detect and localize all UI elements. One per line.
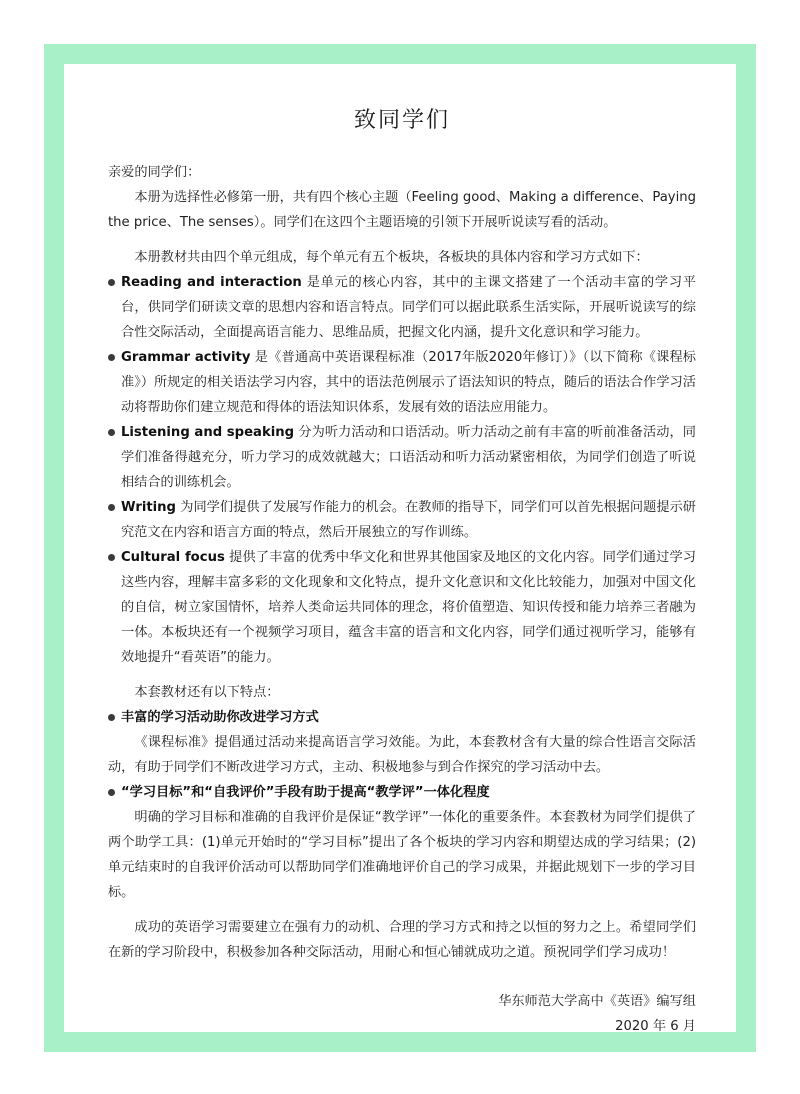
bullet-icon: [108, 279, 115, 286]
section-item: [108, 495, 696, 545]
structure-intro: 本册教材共由四个单元组成，每个单元有五个板块，各板块的具体内容和学习方式如下：: [134, 250, 649, 265]
feature-list: [108, 705, 696, 730]
signature-date: 2020 年 6 月: [615, 1019, 696, 1034]
section-text: 提供了丰富的优秀中华文化和世界其他国家及地区的文化内容。同学们通过学习这些内容，理解丰富多彩的文化现象和文化特点，提升文化意识和文化比较能力，加强对中国文化的自信，树立家国情怀，培养人类命运共同体的理念，将价值塑造、知识传授和能力培养三者融为一体。本板块还有一个视频学习项目，蕴含丰富的语言和文化内容，同学们通过视听学习，能够有效地提升“看英语”的能力。: [121, 550, 696, 665]
greeting: 亲爱的同学们：: [108, 165, 201, 180]
section-list: [108, 270, 696, 670]
page-title: 致同学们: [353, 108, 450, 133]
feature-heading: “学习目标”和“自我评价”手段有助于提高“教学评”一体化程度: [121, 785, 490, 800]
features-intro: 本套教材还有以下特点：: [134, 685, 280, 700]
closing-paragraph: 成功的英语学习需要建立在强有力的动机、合理的学习方式和持之以恒的努力之上。希望同学们在新的学习阶段中，积极参加各种交际活动，用耐心和恒心铺就成功之道。预祝同学们学习成功！: [108, 920, 696, 960]
section-term: Listening and speaking: [121, 425, 295, 440]
section-term: Reading and interaction: [121, 275, 302, 290]
feature-text: 明确的学习目标和准确的自我评价是保证“教学评”一体化的重要条件。本套教材为同学们提供了两个助学工具：(1)单元开始时的“学习目标”提出了各个板块的学习内容和期望达成的学习结果；(2)单元结束时的自我评价活动可以帮助同学们准确地评价自己的学习成果，并据此规划下一步的学习目标。: [108, 810, 696, 900]
section-term: Cultural focus: [121, 550, 225, 565]
feature-text: 《课程标准》提倡通过活动来提高语言学习效能。为此，本套教材含有大量的综合性语言交际活动，有助于同学们不断改进学习方式，主动、积极地参与到合作探究的学习活动中去。: [108, 735, 696, 775]
section-item: [108, 345, 696, 420]
bullet-icon: [108, 354, 115, 361]
section-text: 为同学们提供了发展写作能力的机会。在教师的指导下，同学们可以首先根据问题提示研究范文在内容和语言方面的特点，然后开展独立的写作训练。: [121, 500, 696, 540]
feature-heading-item: [108, 780, 696, 805]
feature-list: [108, 780, 696, 805]
section-item: [108, 545, 696, 670]
feature-heading: 丰富的学习活动助你改进学习方式: [121, 710, 319, 725]
section-text: 是《普通高中英语课程标准（2017年版2020年修订）》（以下简称《课程标准》）所规定的相关语法学习内容，其中的语法范例展示了语法知识的特点，随后的语法合作学习活动将帮助你们建立规范和得体的语法知识体系，发展有效的语法应用能力。: [121, 350, 696, 415]
bullet-icon: [108, 504, 115, 511]
section-term: Writing: [121, 500, 176, 515]
section-text: 分为听力活动和口语活动。听力活动之前有丰富的听前准备活动，同学们准备得越充分，听力学习的成效就越大；口语活动和听力活动紧密相依，为同学们创造了听说相结合的训练机会。: [121, 425, 696, 490]
letter-content: [108, 64, 696, 1039]
signature-org: 华东师范大学高中《英语》编写组: [498, 994, 696, 1009]
section-item: [108, 420, 696, 495]
section-text: 是单元的核心内容，其中的主课文搭建了一个活动丰富的学习平台，供同学们研读文章的思想内容和语言特点。同学们可以据此联系生活实际，开展听说读写的综合性交际活动，全面提高语言能力、思维品质，把握文化内涵，提升文化意识和学习能力。: [121, 275, 696, 340]
intro-paragraph: 本册为选择性必修第一册，共有四个核心主题（Feeling good、Making a difference、Paying the price、The senses）。同学们在这四个主题语境的引领下开展听说读写看的活动。: [108, 190, 696, 230]
feature-heading-item: [108, 705, 696, 730]
document-page: [64, 64, 736, 1032]
bullet-icon: [108, 714, 115, 721]
bullet-icon: [108, 789, 115, 796]
bullet-icon: [108, 554, 115, 561]
section-item: [108, 270, 696, 345]
bullet-icon: [108, 429, 115, 436]
section-term: Grammar activity: [121, 350, 251, 365]
